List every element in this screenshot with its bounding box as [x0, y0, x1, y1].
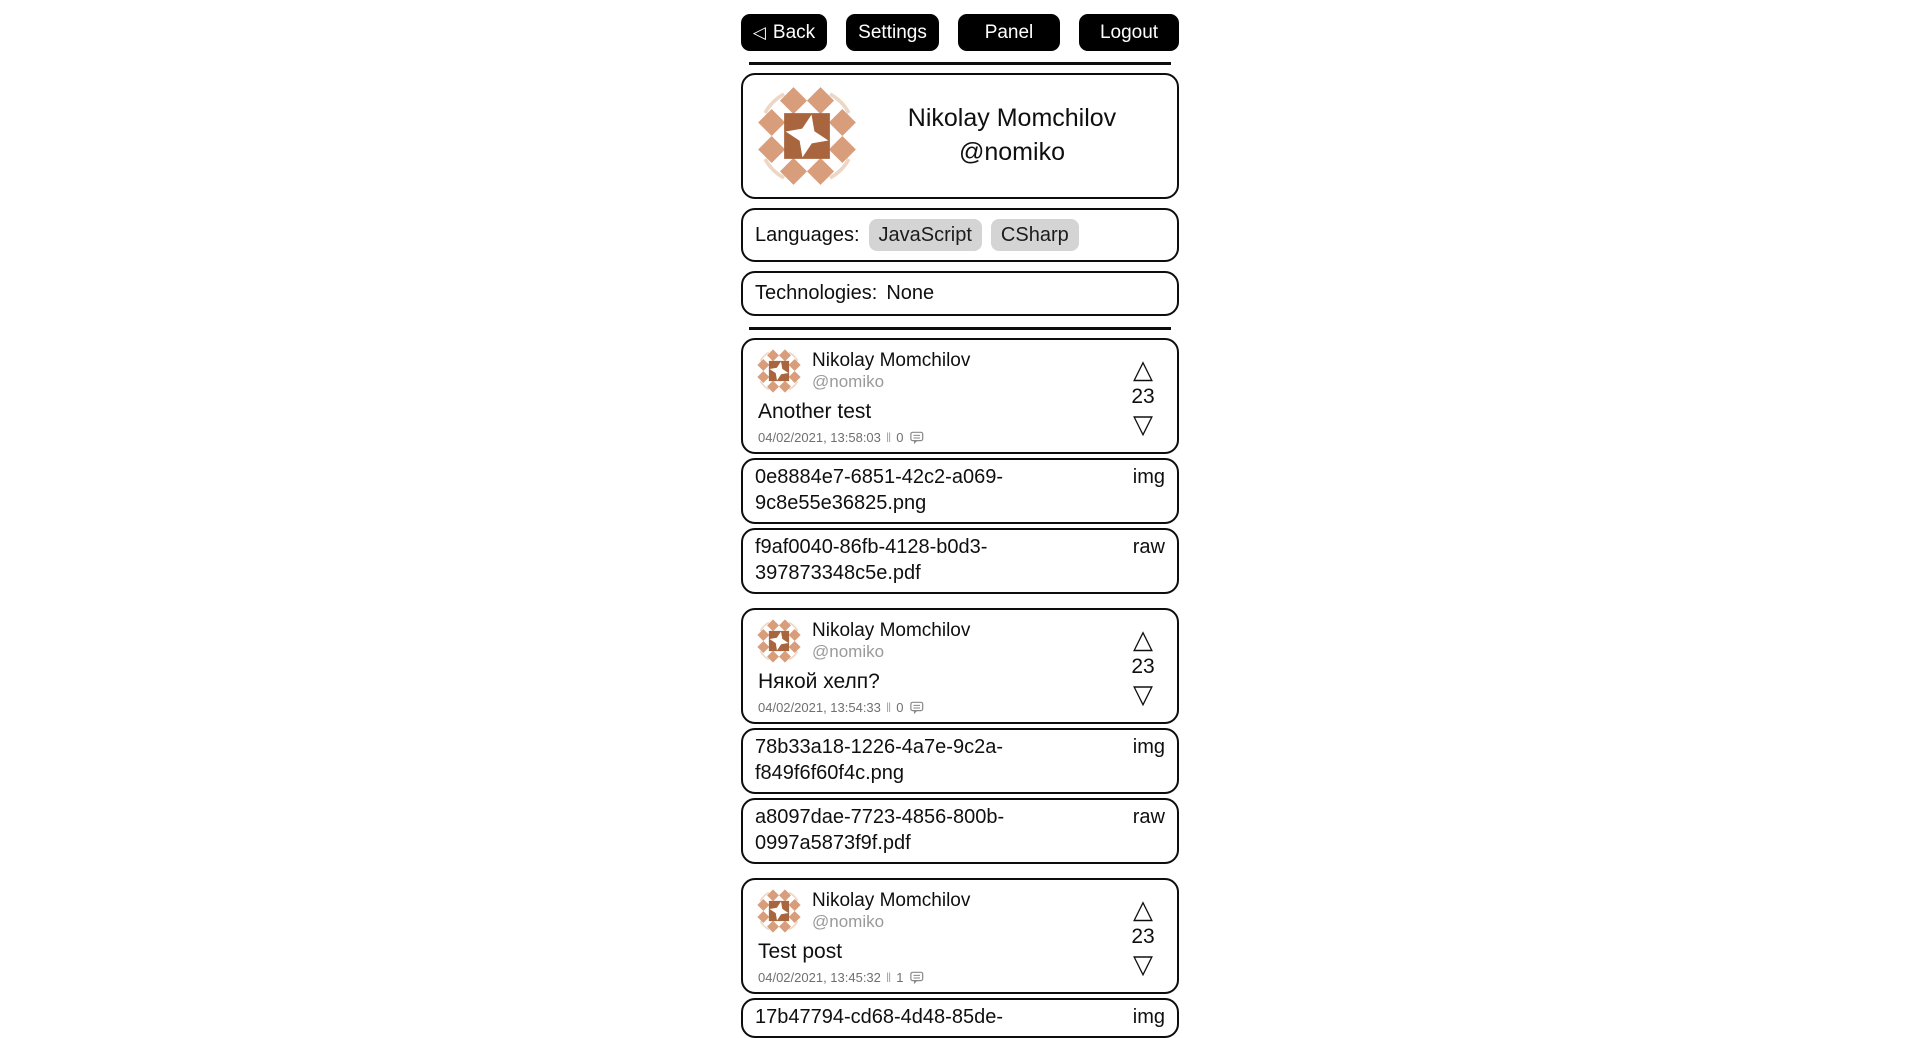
- author-avatar-icon: [756, 888, 802, 934]
- vote-count: 23: [1131, 925, 1155, 948]
- post-header: [756, 348, 1119, 394]
- author-avatar-icon: [756, 348, 802, 394]
- attachment-filename: 78b33a18-1226-4a7e-9c2a-f849f6f60f4c.png: [755, 736, 1003, 784]
- attachment-filename: 0e8884e7-6851-42c2-a069-9c8e55e36825.png: [755, 466, 1003, 514]
- post-title: Някой хелп?: [758, 670, 880, 693]
- user-avatar-icon: [755, 84, 859, 188]
- attachment-type-tag: img: [1132, 736, 1165, 758]
- post-header: [756, 618, 1119, 664]
- downvote-button[interactable]: ▽: [1133, 679, 1153, 709]
- attachment-filename: 17b47794-cd68-4d48-85de-: [755, 1006, 1003, 1028]
- post-main: [756, 348, 1119, 446]
- divider: [749, 62, 1171, 65]
- post-card[interactable]: [741, 608, 1179, 724]
- back-button-label: Back: [772, 21, 816, 43]
- post-title: Test post: [758, 940, 843, 963]
- downvote-button[interactable]: ▽: [1133, 949, 1153, 979]
- post-meta: [758, 969, 1119, 985]
- comment-count: 0: [896, 429, 904, 445]
- post-meta: [758, 429, 1119, 445]
- vote-column: [1119, 888, 1167, 986]
- languages-card: [741, 208, 1179, 262]
- post-main: [756, 888, 1119, 986]
- post-main: [756, 618, 1119, 716]
- attachment-filename: a8097dae-7723-4856-800b-0997a5873f9f.pdf: [755, 806, 1005, 854]
- attachment-type-tag: img: [1132, 1006, 1165, 1028]
- settings-button[interactable]: Settings: [846, 14, 939, 51]
- upvote-button[interactable]: △: [1133, 893, 1153, 924]
- profile-card: [741, 73, 1179, 199]
- upvote-button[interactable]: △: [1133, 623, 1153, 654]
- attachment-row[interactable]: [741, 528, 1179, 594]
- comment-icon: [910, 971, 924, 985]
- divider: [749, 327, 1171, 330]
- downvote-button[interactable]: ▽: [1133, 409, 1153, 439]
- post-meta: [758, 699, 1119, 715]
- back-button[interactable]: [741, 14, 827, 51]
- meta-separator: ‖: [885, 429, 892, 445]
- back-icon: ◁: [752, 23, 766, 42]
- comment-count: 0: [896, 699, 904, 715]
- center-column: [741, 0, 1179, 1038]
- comment-icon: [910, 431, 924, 445]
- post-timestamp: 04/02/2021, 13:54:33: [758, 699, 881, 715]
- author-block: [812, 890, 970, 932]
- post-timestamp: 04/02/2021, 13:58:03: [758, 429, 881, 445]
- panel-button[interactable]: Panel: [958, 14, 1060, 51]
- profile-names: [859, 102, 1165, 170]
- attachment-filename: f9af0040-86fb-4128-b0d3-397873348c5e.pdf: [755, 536, 988, 584]
- post-group: [741, 338, 1179, 594]
- language-badge-javascript: JavaScript: [869, 219, 982, 251]
- author-handle: @nomiko: [812, 642, 885, 661]
- author-block: [812, 620, 970, 662]
- profile-name: Nikolay Momchilov: [907, 104, 1117, 133]
- meta-separator: ‖: [885, 969, 892, 985]
- attachment-type-tag: img: [1132, 466, 1165, 488]
- attachment-type-tag: raw: [1132, 536, 1165, 558]
- profile-handle: @nomiko: [959, 138, 1065, 166]
- attachment-row[interactable]: [741, 458, 1179, 524]
- post-card[interactable]: [741, 878, 1179, 994]
- logout-button[interactable]: Logout: [1079, 14, 1179, 51]
- technologies-label: Technologies:: [755, 282, 878, 304]
- post-group: [741, 878, 1179, 1038]
- post-header: [756, 888, 1119, 934]
- post-timestamp: 04/02/2021, 13:45:32: [758, 969, 881, 985]
- vote-column: [1119, 618, 1167, 716]
- meta-separator: ‖: [885, 699, 892, 715]
- attachment-type-tag: raw: [1132, 806, 1165, 828]
- attachment-row[interactable]: [741, 728, 1179, 794]
- author-handle: @nomiko: [812, 912, 885, 931]
- comment-icon: [910, 701, 924, 715]
- comment-count: 1: [896, 969, 904, 985]
- post-card[interactable]: [741, 338, 1179, 454]
- technologies-value: None: [886, 282, 935, 304]
- author-avatar-icon: [756, 618, 802, 664]
- vote-count: 23: [1131, 385, 1155, 408]
- technologies-card: [741, 271, 1179, 316]
- author-block: [812, 350, 970, 392]
- languages-label: Languages:: [755, 223, 860, 246]
- author-handle: @nomiko: [812, 372, 885, 391]
- author-name: Nikolay Momchilov: [812, 350, 971, 371]
- post-title: Another test: [758, 400, 872, 423]
- language-badge-csharp: CSharp: [991, 219, 1079, 251]
- attachment-row[interactable]: [741, 798, 1179, 864]
- author-name: Nikolay Momchilov: [812, 890, 971, 911]
- upvote-button[interactable]: △: [1133, 353, 1153, 384]
- vote-column: [1119, 348, 1167, 446]
- post-group: [741, 608, 1179, 864]
- top-toolbar: [741, 14, 1179, 51]
- author-name: Nikolay Momchilov: [812, 620, 971, 641]
- vote-count: 23: [1131, 655, 1155, 678]
- attachment-row[interactable]: [741, 998, 1179, 1038]
